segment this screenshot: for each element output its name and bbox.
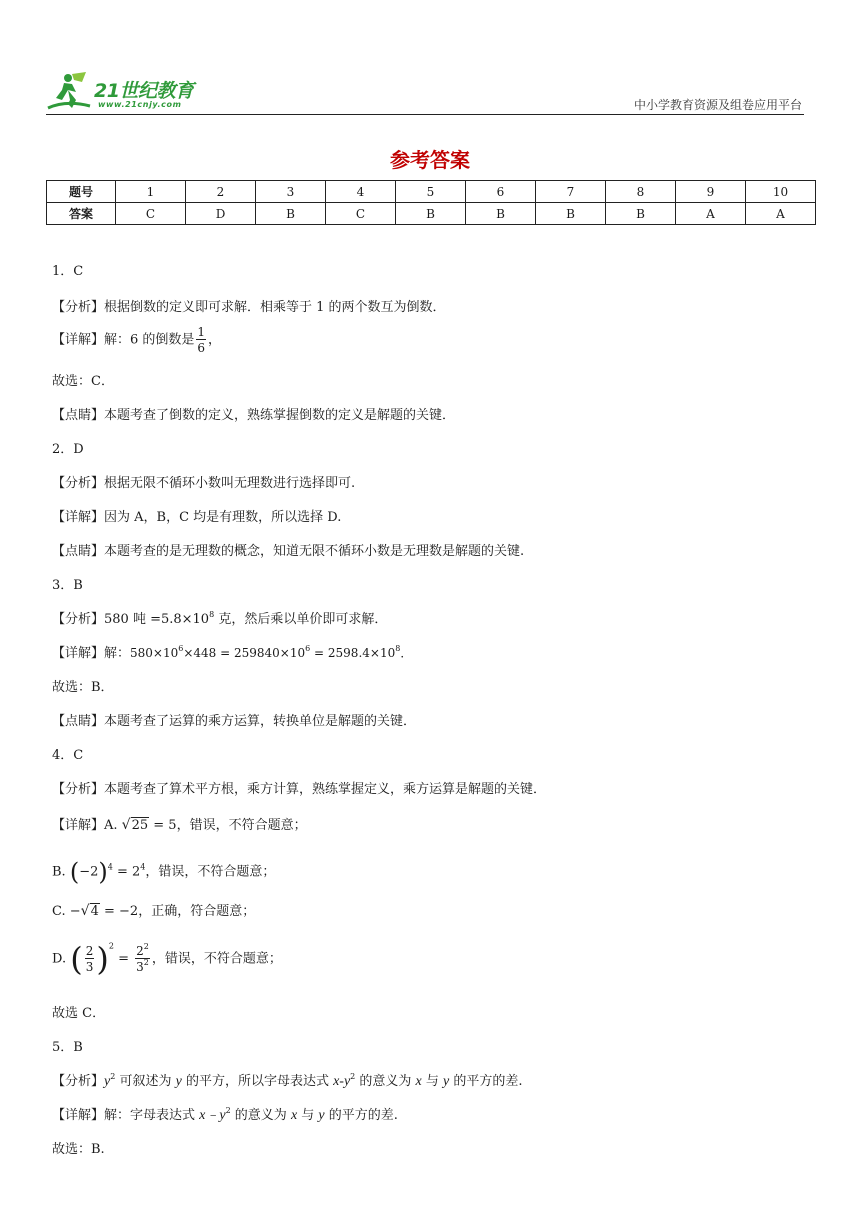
platform-name: 中小学教育资源及组卷应用平台 (633, 98, 802, 112)
fraction-numerator: 2 (136, 944, 144, 958)
logo-url: www.21cnjy.com (98, 100, 182, 109)
q4-option-b (52, 858, 275, 886)
answer-cell: B (256, 203, 326, 225)
answer-cell: A (746, 203, 816, 225)
answer-cell: C (116, 203, 186, 225)
logo (46, 70, 236, 114)
q5-number: 5．B (52, 1040, 83, 1055)
exponent: 2 (350, 1072, 356, 1081)
exponent: 2 (225, 1106, 231, 1115)
exponent: 8 (209, 610, 215, 619)
exponent: 2 (143, 958, 149, 967)
option-text: ，错误，不符合题意； (151, 951, 282, 967)
q3-analysis (52, 608, 387, 627)
fraction (135, 942, 150, 974)
header-divider (46, 114, 804, 115)
answer-cell: B (396, 203, 466, 225)
text: 与 (421, 1074, 444, 1089)
q1-analysis: 【分析】根据倒数的定义即可求解．相乘等于 1 的两个数互为倒数． (52, 300, 446, 315)
question-number: 5 (396, 181, 466, 203)
option-label: 【详解】A. (52, 818, 122, 833)
text: 可叙述为 (115, 1074, 176, 1089)
var: y (318, 1108, 325, 1123)
option-label: D. (52, 951, 71, 967)
q1-number: 1．C (52, 264, 84, 279)
paren-icon: ( (69, 858, 80, 886)
question-number: 6 (466, 181, 536, 203)
page-title: 参考答案 (390, 148, 470, 172)
answer-cell: B (536, 203, 606, 225)
var: x (415, 1074, 422, 1089)
q1-detail-suffix: ， (208, 332, 222, 348)
var: y (104, 1074, 111, 1089)
answer-table (46, 180, 816, 225)
answer-cell: C (326, 203, 396, 225)
option-label: C. (52, 904, 70, 919)
exponent: 2 (108, 941, 114, 951)
exponent: 8 (395, 644, 401, 653)
exponent: 4 (140, 862, 146, 872)
q1-detail (52, 326, 221, 354)
row-label-number: 题号 (47, 181, 116, 203)
q4-number: 4．C (52, 748, 84, 763)
label: 【分析】 (52, 1074, 105, 1089)
question-number: 1 (116, 181, 186, 203)
fraction-denominator: 6 (197, 341, 206, 355)
paren-icon: ) (96, 940, 109, 978)
fraction-denominator: 3 (85, 960, 94, 974)
fraction-denominator: 3 (136, 960, 144, 974)
q3-number: 3．B (52, 578, 83, 593)
q2-analysis: 【分析】根据无限不循环小数叫无理数进行选择即可. (52, 476, 356, 491)
eq-term: = 2 (112, 864, 141, 880)
expression: x﹣y (199, 1108, 226, 1123)
answer-row (47, 203, 816, 225)
q3-detail-prefix: 【详解】解： (52, 646, 131, 661)
q3-analysis-prefix: 【分析】580 吨 =5.8×10 (52, 612, 210, 627)
q1-choice: 故选：C． (52, 374, 114, 389)
answer-cell: D (186, 203, 256, 225)
question-number: 2 (186, 181, 256, 203)
fraction-numerator: 2 (85, 944, 94, 958)
eq-term: = −2 (99, 904, 139, 919)
question-number: 8 (606, 181, 676, 203)
q3-equation (130, 646, 412, 660)
paren-icon: ) (98, 858, 108, 886)
question-number: 9 (676, 181, 746, 203)
eq-term: −2 (79, 864, 99, 880)
q1-fraction (196, 326, 206, 354)
q4-analysis: 【分析】本题考查了算术平方根，乘方计算，熟练掌握定义，乘方运算是解题的关键． (52, 782, 547, 797)
exponent: 6 (305, 644, 311, 653)
eq-term: − (69, 904, 81, 919)
q1-detail-prefix: 【详解】解：6 的倒数是 (52, 332, 195, 348)
eq-term: = 5 (149, 818, 177, 833)
fraction (85, 945, 95, 973)
radicand: 4 (90, 904, 99, 919)
q3-detail (52, 642, 412, 661)
radical-icon: √ (80, 903, 90, 919)
var: y (175, 1074, 182, 1089)
q3-choice: 故选：B． (52, 680, 114, 695)
radicand: 25 (131, 818, 149, 833)
eq-term: 580×10 (130, 646, 179, 660)
paren-icon: ( (70, 940, 83, 978)
exponent: 2 (110, 1072, 116, 1081)
fraction-numerator: 1 (197, 325, 206, 339)
q2-detail: 【详解】因为 A，B，C 均是有理数，所以选择 D. (52, 510, 342, 525)
q5-analysis (52, 1070, 523, 1090)
question-number: 4 (326, 181, 396, 203)
question-number: 3 (256, 181, 326, 203)
runner-logo-icon (46, 70, 92, 114)
var: x (290, 1108, 298, 1123)
page-header (46, 66, 804, 114)
option-text: ，错误，不符合题意； (176, 818, 307, 833)
eq-end: ． (400, 646, 413, 660)
text: 与 (297, 1108, 319, 1123)
text: 的意义为 (230, 1108, 291, 1123)
radical-icon: √ (121, 817, 131, 833)
q4-option-a (52, 814, 307, 833)
q2-comment: 【点睛】本题考查的是无理数的概念，知道无限不循环小数是无理数是解题的关键. (52, 544, 525, 559)
var: y (443, 1074, 450, 1089)
eq-term: = (113, 951, 134, 967)
q4-choice: 故选 C． (52, 1006, 106, 1021)
option-text: ，正确，符合题意； (138, 904, 256, 919)
q5-choice: 故选：B. (52, 1142, 105, 1157)
q1-comment: 【点睛】本题考查了倒数的定义，熟练掌握倒数的定义是解题的关键． (52, 408, 456, 423)
q4-option-c (52, 900, 255, 919)
q3-comment: 【点睛】本题考查了运算的乘方运算，转换单位是解题的关键． (52, 714, 417, 729)
question-number: 7 (536, 181, 606, 203)
exponent: 4 (107, 862, 113, 872)
row-label-answer: 答案 (47, 203, 116, 225)
q4-option-d (52, 940, 282, 978)
answer-cell: B (606, 203, 676, 225)
text: 的平方，所以字母表达式 (181, 1074, 334, 1089)
logo-text: 21世纪教育 (94, 80, 194, 102)
answer-cell: A (676, 203, 746, 225)
q2-number: 2．D (52, 442, 84, 457)
eq-term: = 2598.4×10 (310, 646, 396, 660)
eq-term: ×448 = 259840×10 (183, 646, 306, 660)
expression: x-y (333, 1074, 351, 1089)
q3-analysis-suffix: 克，然后乘以单价即可求解． (214, 612, 388, 627)
option-label: B. (52, 864, 70, 880)
option-text: ，错误，不符合题意； (145, 864, 276, 880)
text: 的平方的差. (449, 1074, 523, 1089)
text: 的平方的差. (324, 1108, 398, 1123)
question-number-row (47, 181, 816, 203)
exponent: 6 (178, 644, 184, 653)
text: 的意义为 (355, 1074, 416, 1089)
q5-detail (52, 1104, 398, 1124)
answer-cell: B (466, 203, 536, 225)
label: 【详解】解：字母表达式 (52, 1108, 200, 1123)
exponent: 2 (143, 942, 149, 951)
question-number: 10 (746, 181, 816, 203)
